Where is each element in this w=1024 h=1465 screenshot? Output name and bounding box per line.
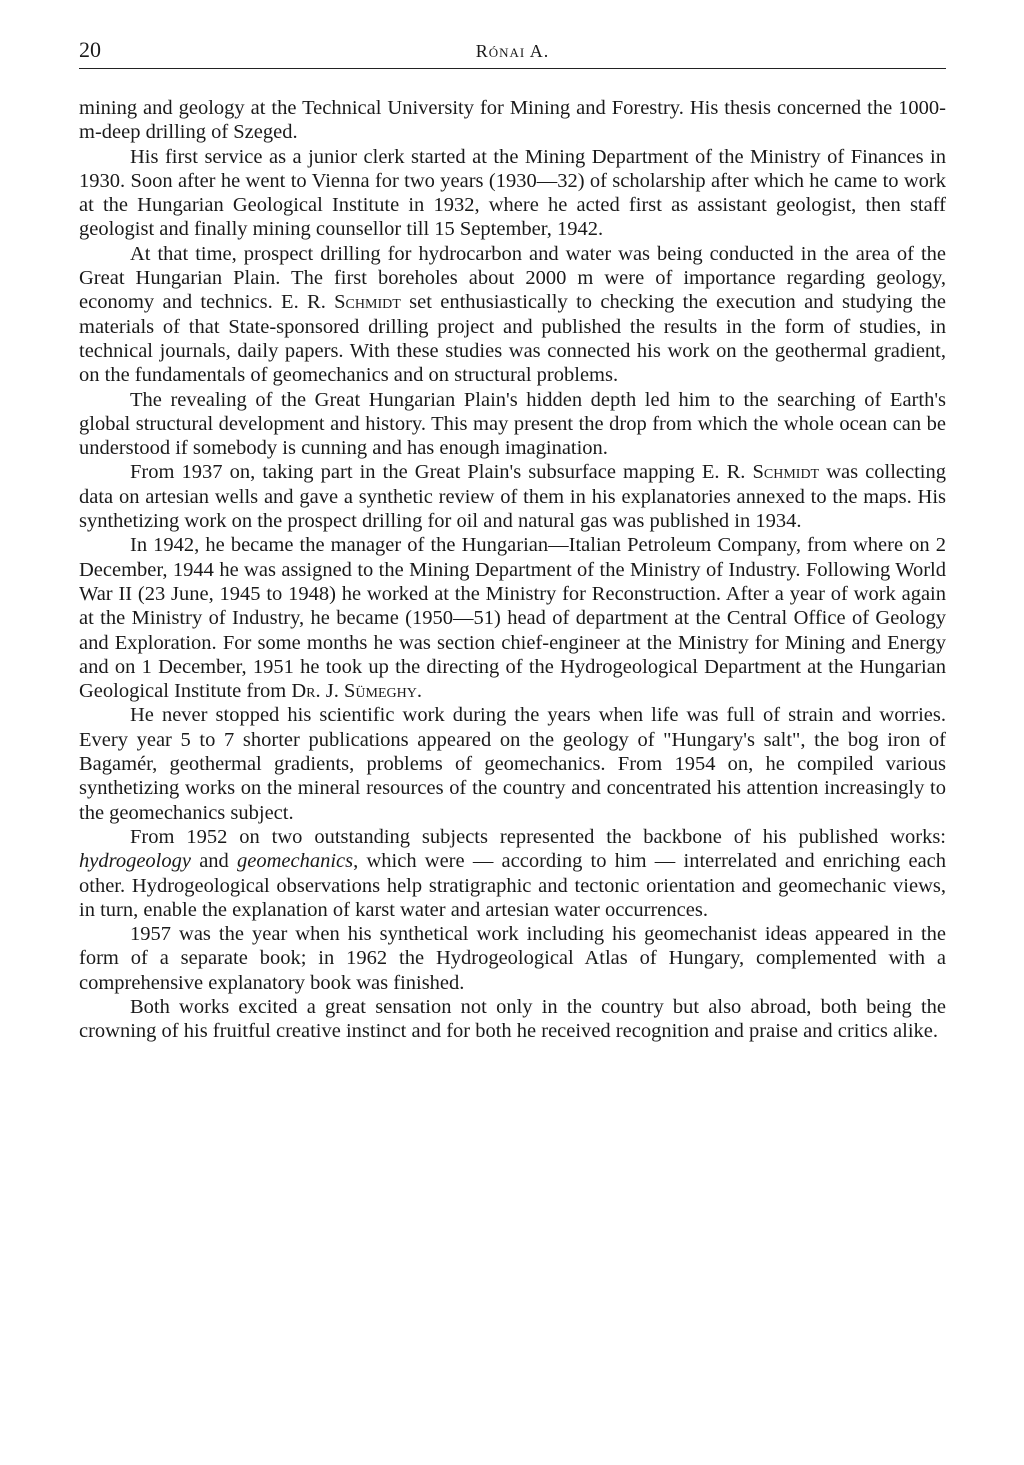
paragraph-8-text-b: , which were — according to him — interrelated and enriching each other. Hydrogeological observations help stratigraphic and tectonic orientation and geomechanic views, in turn, enable the explanation of karst water and artesian water occurrences. [79, 850, 947, 921]
paragraph-8-and: and [199, 850, 229, 873]
person-name-sumeghy: Dr. J. Sümeghy [291, 680, 417, 703]
term-hydrogeology: hydrogeology [79, 850, 191, 873]
paragraph-5-text-b: was collecting data on artesian wells and gave a synthetic review of them in his explanatories annexed to the maps. His synthetizing work on the prospect drilling for oil and natural gas was published in 1934. [79, 461, 947, 533]
author-surname-schmidt: Schmidt [752, 461, 820, 484]
running-head: Rónai A. [475, 41, 550, 61]
paragraph-5-text-a: From 1937 on, taking part in the Great Plain's subsurface mapping E. R. [130, 461, 746, 484]
author-name-schmidt: E. R. Schmidt [281, 291, 401, 314]
paragraph-9: 1957 was the year when his synthetical work including his geomechanist ideas appeared in the form of a separate book; in 1962 the Hydrogeological Atlas of Hungary, complemented with a comprehensive explanatory book was finished. [79, 923, 946, 994]
term-geomechanics: geomechanics [237, 850, 354, 873]
paragraph-5 [79, 460, 946, 533]
paragraph-6-end: . [416, 680, 422, 703]
paragraph-7: He never stopped his scientific work during the years when life was full of strain and worries. Every year 5 to 7 shorter publications appeared on the geology of "Hungary's salt", the bog iron of Bagamér, geothermal gradients, problems of geomechanics. From 1954 on, he compiled various synthetizing works on the mineral resources of the country and concentrated his attention increasingly to the geomechanics subject. [79, 704, 946, 824]
page-number: 20 [79, 37, 101, 62]
paragraph-8 [79, 825, 946, 922]
paragraph-2: His first service as a junior clerk started at the Mining Department of the Ministry of Finances in 1930. Soon after he went to Vienna for two years (1930—32) of scholarship after which he came to work at the Hungarian Geological Institute in 1932, where he acted first as assistant geologist, then staff geologist and finally mining counsellor till 15 September, 1942. [79, 145, 946, 241]
paragraph-8-text-a: From 1952 on two outstanding subjects represented the backbone of his published works: [130, 825, 946, 848]
body-text [79, 96, 946, 1044]
paragraph-3 [79, 242, 946, 388]
paragraph-1: mining and geology at the Technical University for Mining and Forestry. His thesis concerned the 1000-m-deep drilling of Szeged. [79, 97, 946, 144]
paragraph-4: The revealing of the Great Hungarian Plain's hidden depth led him to the searching of Earth's global structural development and history. This may present the drop from which the whole ocean can be understood if somebody is cunning and has enough imagination. [79, 388, 946, 460]
page-header [79, 38, 946, 69]
paragraph-10: Both works excited a great sensation not only in the country but also abroad, both being the crowning of his fruitful creative instinct and for both he received recognition and praise and critics alike. [79, 995, 946, 1043]
paragraph-3-text-a: At that time, prospect drilling for hydrocarbon and water was being conducted in the area of the Great Hungarian Plain. The first boreholes about 2000 m were of importance regarding geology, economy and technics. [79, 242, 946, 314]
paragraph-6-text-a: In 1942, he became the manager of the Hungarian—Italian Petroleum Company, from where on 2 December, 1944 he was assigned to the Mining Department of the Ministry of Industry. Following World War II (23 June, 1945 to 1948) he worked at the Ministry for Reconstruction. After a year of work again at the Ministry of Industry, he became (1950—51) head of department at the Central Office of Geology and Exploration. For some months he was section chief-engineer at the Ministry for Mining and Energy and on 1 December, 1951 he took up the directing of the Hydrogeological Department at the Hungarian Geological Institute from [79, 534, 946, 703]
paragraph-6 [79, 533, 946, 703]
paragraph-3-text-b: set enthusiastically to checking the execution and studying the materials of that State-sponsored drilling project and published the results in the form of studies, in technical journals, daily papers. With these studies was connected his work on the geothermal gradient, on the fundamentals of geomechanics and on structural problems. [79, 291, 947, 387]
